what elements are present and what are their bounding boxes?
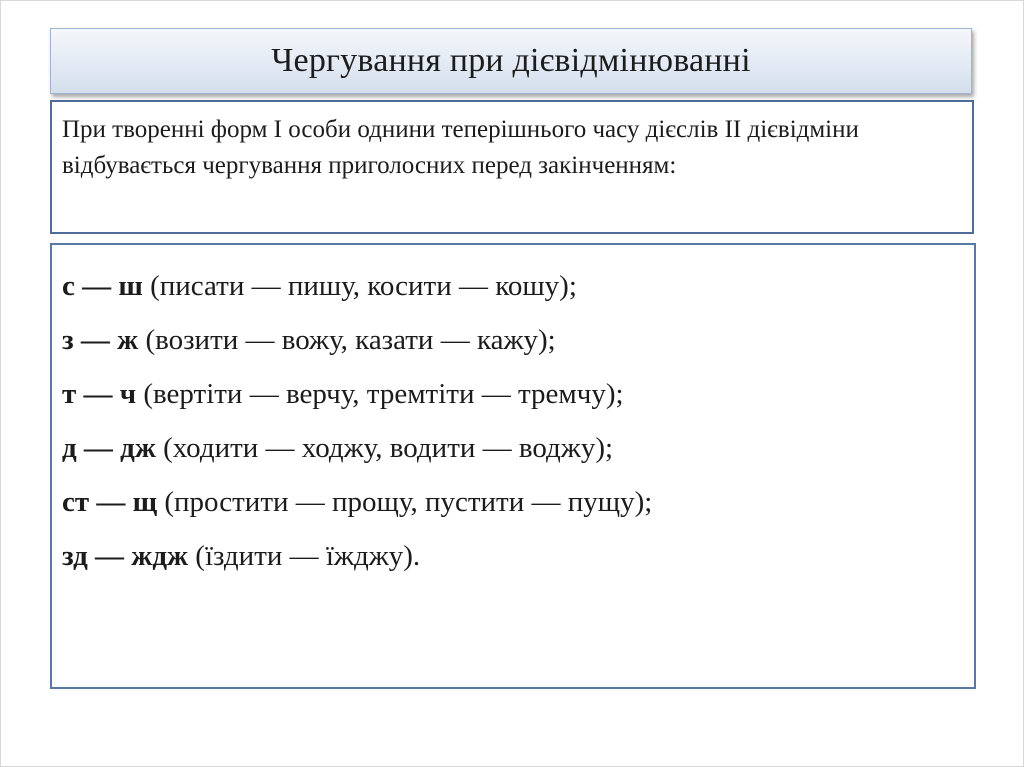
rules-box (50, 243, 976, 689)
rule-examples: (вертіти — верчу, тремтіти — тремчу); (136, 378, 624, 410)
rule-line (62, 313, 964, 367)
slide-title: Чергування при дієвідмінюванні (271, 42, 751, 79)
title-box (50, 28, 972, 94)
rule-examples: (їздити — їжджу). (188, 540, 421, 572)
rule-pair: д — дж (62, 432, 156, 464)
rule-pair: ст — щ (62, 486, 158, 518)
intro-box (50, 100, 974, 234)
rule-line (62, 475, 964, 529)
rule-line (62, 421, 964, 475)
rule-line (62, 259, 964, 313)
rule-examples: (ходити — ходжу, водити — воджу); (155, 432, 614, 464)
rule-line (62, 367, 964, 421)
rule-line (62, 529, 964, 583)
rule-pair: с — ш (62, 270, 143, 302)
rule-examples: (простити — прощу, пустити — пущу); (157, 486, 653, 518)
rule-pair: зд — ждж (62, 540, 189, 572)
rule-pair: з — ж (62, 324, 139, 356)
rule-pair: т — ч (62, 378, 137, 410)
rule-examples: (писати — пишу, косити — кошу); (142, 270, 577, 302)
intro-text: При творенні форм І особи однини теперішнього часу дієслів ІІ дієвідміни відбувається чергування приголосних перед закінченням: (62, 116, 859, 179)
rule-examples: (возити — вожу, казати — кажу); (138, 324, 556, 356)
